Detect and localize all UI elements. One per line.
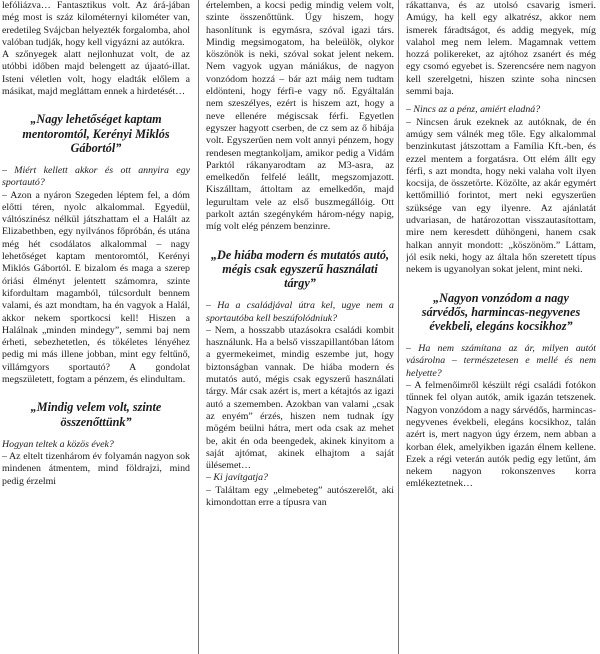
section-heading: „Nagy lehetőséget kaptam mentoromtól, Kerényi Miklós Gábortól”: [22, 112, 170, 155]
interview-question: – Miért kellett akkor és ott annyira egy sportautó?: [2, 164, 190, 189]
paragraph: rákattanva, és az utolsó csavarig ismeri. Amúgy, ha kell egy alkatrész, akkor nem ismerek fáradtságot, és addig megyek, míg valahol meg nem lelem. Magamnak vettem hozzá polikereket, az ajtóhoz zsanért és még egy csomó egyebet is. Szerencsére nem nagyon kell szerelgetni, hiszen szinte soha nincsen semmi baja.: [406, 0, 596, 98]
paragraph: – Nem, a hosszabb utazásokra családi kombit használunk. Ha a belső visszapillantóban látom a gyermekeimet, mindig eszembe jut, hogy biztonságban vannak. De hiába modern és mutatós autó, mégis csak egyszerű használati tárgy. Már csak azért is, mert a kétajtós az igazi autó a szememben. Azokban van valami „csak az enyém” érzés, hiszen nem tudnak így mögém beülni hátra, mert oda csak az mehet be, akit én oda beengedek, akinek kinyitom a saját ajtómat, akinek elhajtom a saját ülésemet…: [206, 324, 394, 472]
column-1: [2, 0, 190, 654]
paragraph: lefóliázva… Fantasztikus volt. Az árá-jában még most is száz kilométernyi kilométer van, eredetileg Svájcban helyezték forgalomba, ahol valóban tudják, hogy kell vigyázni az autókra.: [2, 0, 190, 48]
paragraph: – Találtam egy „elmebeteg” autószerelőt, aki kimondottan erre a típusra van: [206, 484, 394, 508]
interview-question: – Ha a családjával útra kel, ugye nem a sportautóba kell beszúfolódniuk?: [206, 300, 394, 324]
column-2: [206, 0, 394, 654]
column-divider-1: [198, 0, 199, 654]
interview-question: – Ha nem számítana az ár, milyen autót vásárolna – természetesen e mellé és nem helyette?: [406, 343, 596, 379]
interview-question: – Nincs az a pénz, amiért eladná?: [406, 104, 541, 116]
paragraph: A szőnyegek alatt nejlonhuzat volt, de az utóbbi időben majd belengett az újaató-illat. Isteni véletlen volt, hogy eladták előlem a másikat, majd megláttam ennek a hirdetését…: [2, 49, 190, 98]
paragraph: értelemben, a kocsi pedig mindig velem volt, szinte összenőttünk. Úgy hiszem, hogy hasonlítunk is egymásra, szóval igazi társ. Mindig megsimogatom, ha beleülök, olykor köszönök is neki, szóval sokat jelent nekem. Nem vagyok ugyan mániákus, de nagyon vonzódom hozzá – bár azt máig nem tudtam eldönteni, hogy férfi-e vagy nő. Egyáltalán nem szeszélyes, ezért is hiszem azt, hogy a neve ellenére mégiscsak férfi. Egyetlen egyszer hagyott cserben, de cz sem az ő hibája volt. Egyszerűen nem volt annyi pénzem, hogy rendesen megtankoljam, amikor pedig a Vidám Parktól rákanyarodtam az M3-asra, az emelkedőn felfelé leállt, megszomjazott. Kiszálltam, áttoltam az emelkedőn, majd legurultam vele az első buszmegállóig. Ott parkolt aztán szegénykém három-négy napig, míg volt elég pénzem benzinre.: [206, 0, 394, 233]
paragraph: – Az eltelt tizenhárom év folyamán nagyon sok mindenen átmentem, mind földrajzi, mind pedig érzelmi: [2, 451, 190, 487]
paragraph: – A felmenőimről készült régi családi fotókon tűnnek fel olyan autók, amik igazán tetszenek. Nagyon vonzódom a nagy sárvédős, harmincas-negyvenes évekbeli, elegáns kocsikhoz, talán azért is, mert nagyon úgy érzem, nem abban a korban élek, amelyikben igazán élnem kellene. Ezek a régi veterán autók pedig egy letűnt, ám nekem nagyon rokonszenves korra emlékeztetnek…: [406, 380, 596, 490]
interview-question: Hogyan teltek a közös évek?: [2, 438, 114, 450]
paragraph: – Azon a nyáron Szegeden léptem fel, a dóm előtti téren, nyolc alkalommal. Egyedül, váltószínész nélkül játszhattam el a Halált az Elizabethben, egy nyilvános főpróbán, és utána még hét csodálatos alkalommal – nagy lehetőséget kaptam mentoromtól, Kerényi Miklós Gábortól. E bizalom és maga a szerep óriási élményt jelentett számomra, szinte kifordultam magamból, túlcsordult bennem valami, és azt mondtam, ha én vagyok a Halál, akkor nekem sportkocsi kell! Hiszen a Halálnak „minden mindegy”, semmi baj nem érheti, sebezhetetlen, és tökéletes lényéhez pedig mi más illene jobban, mint egy feltűnő, villámgyors sportautó? A gondolat megszületett, fogtam a pénzem, és elindultam.: [2, 189, 190, 386]
section-heading: „Mindig velem volt, szinte összenőttünk”: [30, 400, 162, 429]
paragraph: – Nincsen áruk ezeknek az autóknak, de én amúgy sem válnék meg tőle. Egy alkalommal benzinkutast játszottam a Família Kft.-ben, és ezzel mentem a forgatásra. Ott elém állt egy férfi, s azt mondta, hogy neki valaha volt ilyen kocsija, de összetörte. Közölte, az akár egymért kettőmillió forintot, mert neki egyszerűen szüksége van egy ilyenre. Az ajánlatát udvariasan, de határozottan visszautasítottam, mire nem keresdett dühöngeni, hanem csak halkan annyit mondott: „köszönöm.” Láttam, jól esik neki, hogy az általa hőn szeretett típus nekem is ugyanolyan sokat jelent, mint neki.: [406, 116, 596, 276]
column-3: [406, 0, 596, 654]
section-heading: „Nagyon vonzódom a nagy sárvédős, harmincas-negyvenes évekbeli, elegáns kocsikhoz”: [421, 290, 581, 333]
section-heading: „De hiába modern és mutatós autó, mégis csak egyszerű használati tárgy”: [210, 247, 390, 291]
column-divider-2: [398, 0, 399, 654]
interview-question: – Ki javítgatja?: [206, 472, 268, 484]
